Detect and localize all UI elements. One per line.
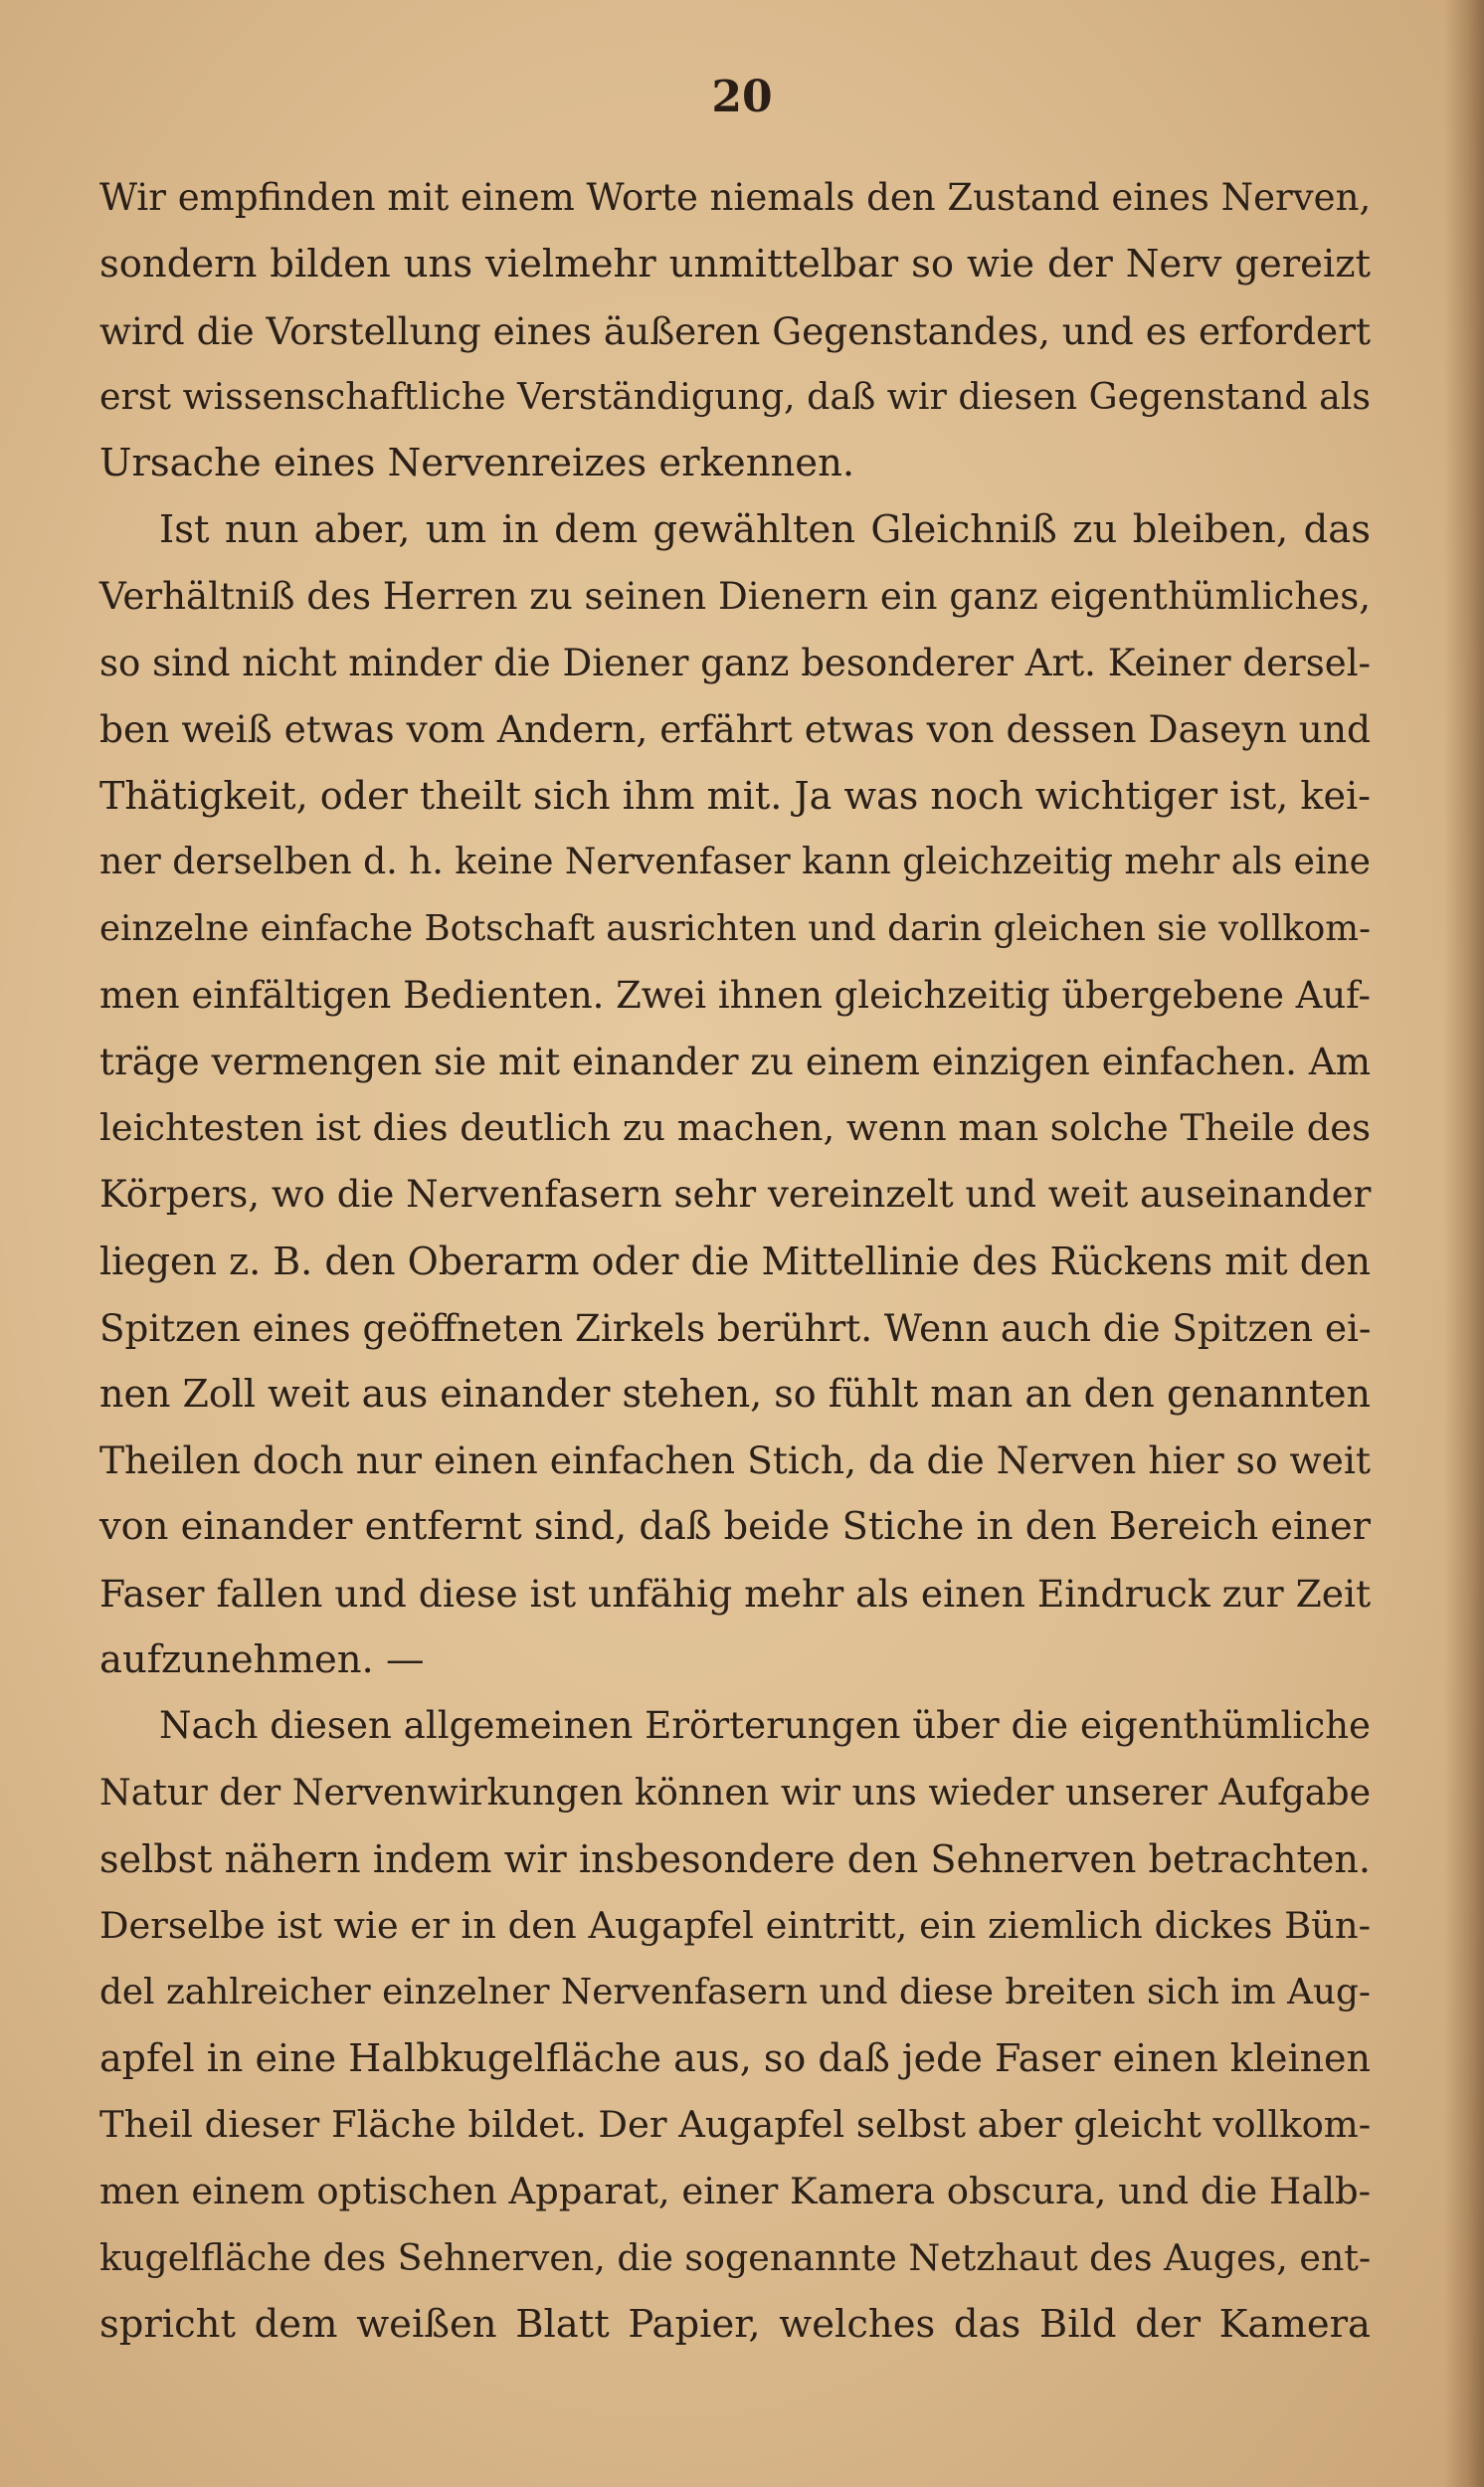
text-line: Ursache eines Nervenreizes erkennen. [99, 441, 855, 486]
text-line: del zahlreicher einzelner Nervenfasern und diese breiten sich im Aug- [99, 1971, 1371, 2012]
text-line: Nach diesen allgemeinen Erörterungen über die eigenthümliche [159, 1704, 1372, 1748]
text-line: Wir empfinden mit einem Worte niemals den Zustand eines Nerven, [99, 176, 1372, 219]
text-line: träge vermengen sie mit einander zu einem einzigen einfachen. Am [99, 1040, 1371, 1084]
text-line: Natur der Nervenwirkungen können wir uns wieder unserer Aufgabe [99, 1771, 1372, 1815]
text-line: men einem optischen Apparat, einer Kamera obscura, und die Halb- [99, 2169, 1372, 2212]
paragraph-3 [99, 1693, 1371, 2358]
text-line: selbst nähern indem wir insbesondere den Sehnerven betrachten. [99, 1836, 1371, 1881]
text-line: sondern bilden uns vielmehr unmittelbar so wie der Nerv gereizt [99, 241, 1371, 287]
text-line: Verhältniß des Herren zu seinen Dienern ein ganz eigenthümliches, [99, 574, 1372, 618]
paragraph-1 [99, 165, 1371, 497]
text-line: Spitzen eines geöffneten Zirkels berührt. Wenn auch die Spitzen ei- [99, 1305, 1372, 1350]
text-line: wird die Vorstellung eines äußeren Gegenstandes, und es erfordert [99, 308, 1371, 353]
text-line: aufzunehmen. — [99, 1636, 425, 1682]
text-line: so sind nicht minder die Diener ganz besonderer Art. Keiner dersel- [99, 641, 1372, 684]
text-line: liegen z. B. den Oberarm oder die Mittellinie des Rückens mit den [99, 1239, 1371, 1283]
text-line: Ist nun aber, um in dem gewählten Gleichniß zu bleiben, das [159, 506, 1371, 552]
text-line: kugelfläche des Sehnerven, die sogenannte Netzhaut des Auges, ent- [99, 2235, 1372, 2279]
page-number: 20 [711, 72, 773, 122]
page-spine-shadow [1444, 0, 1484, 2487]
text-line: ner derselben d. h. keine Nervenfaser kann gleichzeitig mehr als eine [99, 841, 1371, 882]
text-line: nen Zoll weit aus einander stehen, so fühlt man an den genannten [99, 1372, 1371, 1417]
text-line: Thätigkeit, oder theilt sich ihm mit. Ja was noch wichtiger ist, kei- [99, 774, 1372, 819]
text-line: leichtesten ist dies deutlich zu machen, wenn man solche Theile des [99, 1106, 1371, 1150]
text-line: Derselbe ist wie er in den Augapfel eintritt, ein ziemlich dickes Bün- [99, 1903, 1371, 1947]
text-line: apfel in eine Halbkugelfläche aus, so daß jede Faser einen kleinen [99, 2036, 1371, 2081]
text-line: Faser fallen und diese ist unfähig mehr als einen Eindruck zur Zeit [99, 1571, 1372, 1616]
text-line: ben weiß etwas vom Andern, erfährt etwas von dessen Daseyn und [99, 707, 1371, 752]
text-line: Theilen doch nur einen einfachen Stich, da die Nerven hier so weit [99, 1438, 1371, 1483]
text-line: erst wissenschaftliche Verständigung, daß wir diesen Gegenstand als [99, 375, 1371, 419]
text-line: men einfältigen Bedienten. Zwei ihnen gleichzeitig übergebene Auf- [99, 973, 1371, 1017]
text-line: Theil dieser Fläche bildet. Der Augapfel selbst aber gleicht vollkom- [99, 2103, 1372, 2147]
body-text [99, 165, 1371, 2358]
text-line: von einander entfernt sind, daß beide Stiche in den Bereich einer [99, 1503, 1371, 1549]
text-line: Körpers, wo die Nervenfasern sehr vereinzelt und weit auseinander [99, 1172, 1372, 1216]
paragraph-2 [99, 497, 1371, 1693]
text-line: einzelne einfache Botschaft ausrichten und darin gleichen sie vollkom- [99, 907, 1371, 949]
text-line: spricht dem weißen Blatt Papier, welches das Bild der Kamera [99, 2301, 1371, 2347]
